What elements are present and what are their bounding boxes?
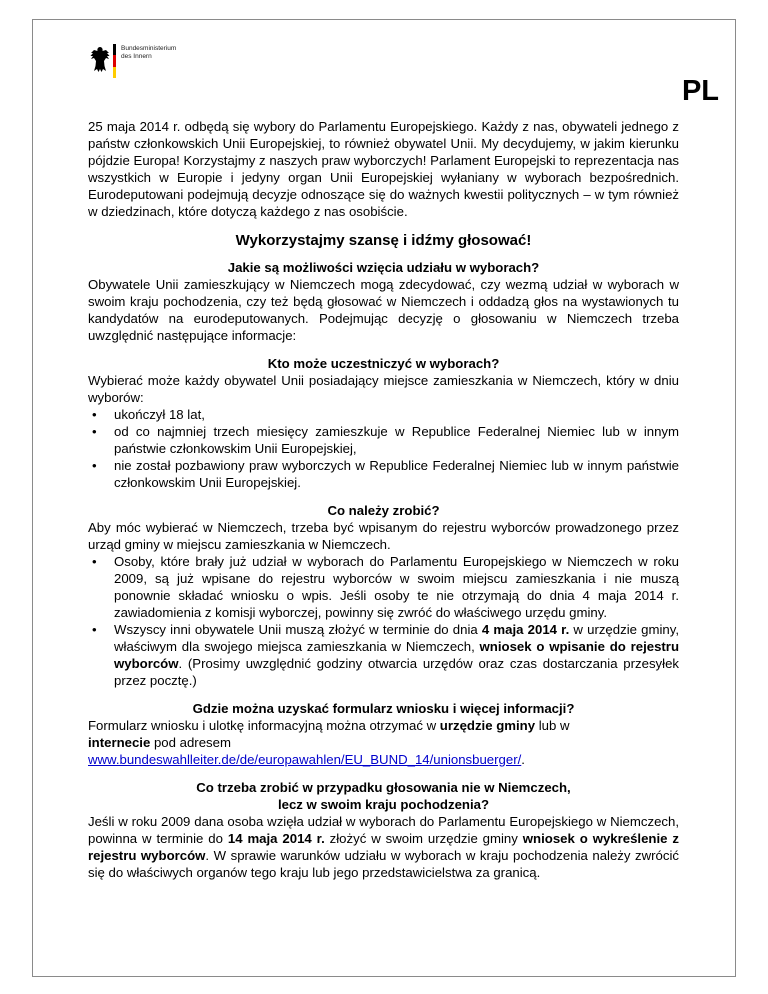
flag-gold: [113, 67, 116, 78]
text-span: . (Prosimy uwzględnić godziny otwarcia urzędów oraz czas dostarczania przesyłek przez pocztę.): [114, 656, 679, 688]
application-name: wniosek o wykreślenie z rejestru wyborców: [88, 831, 679, 863]
ministry-name: [121, 44, 176, 61]
steps-list: [88, 553, 679, 689]
intro-paragraph: 25 maja 2014 r. odbędą się wybory do Parlamentu Europejskiego. Każdy z nas, obywateli jednego z państw członkowskich Unii Europejskiej, to również obywatel Unii. My decydujemy, w jakim kierunku pójdzie Europa! Korzystajmy z naszych praw wyborczych! Parlament Europejski to reprezentacja nas wszystkich w Europie i jedyny organ Unii Europejskiej wyłaniany w wyborach bezpośrednich. Eurodeputowani podejmują decyzje odnoszące się do ważnych kwestii politycznych – w tym również w dziedzinach, które dotyczą każdego z nas osobiście.: [88, 119, 679, 219]
section4-heading: Gdzie można uzyskać formularz wniosku i więcej informacji?: [192, 701, 575, 716]
text-span: Formularz wniosku i ulotkę informacyjną można otrzymać w: [88, 718, 440, 733]
text-span: w urzędzie gminy, właściwym dla swojego miejsca zamieszkania w Niemczech,: [114, 622, 679, 654]
ministry-line2: des Innern: [121, 53, 152, 60]
document-body: [88, 118, 679, 881]
heading-line: lecz w swoim kraju pochodzenia?: [277, 797, 490, 812]
section3-heading: Co należy zrobić?: [327, 503, 440, 518]
section1-text: Obywatele Unii zamieszkujący w Niemczech mogą zdecydować, czy wezmą udział w wyborach w swoim kraju pochodzenia, czy też będą głosować w Niemczech i oddadzą głos na wystawionych tu kandydatów na eurodeputowanych. Podejmując decyzję o głosowaniu w Niemczech trzeba uwzględnić następujące informacje:: [88, 277, 679, 343]
text-span: lub w: [535, 718, 570, 733]
text-span: złożyć w swoim urzędzie gminy: [324, 831, 523, 846]
flag-black: [113, 44, 116, 55]
federal-eagle-icon: [89, 44, 111, 76]
text-span: .: [521, 752, 525, 767]
application-name: wniosek o wpisanie do rejestru wyborców: [114, 639, 679, 671]
section1-heading: Jakie są możliwości wzięcia udziału w wyborach?: [227, 260, 540, 275]
section4-text: [88, 717, 679, 768]
eligibility-list: [88, 406, 679, 491]
slogan: Wykorzystajmy szansę i idźmy głosować!: [235, 232, 532, 249]
text-span: pod adresem: [150, 735, 231, 750]
bold-office: urzędzie gminy: [439, 718, 536, 733]
language-code: PL: [681, 75, 719, 107]
text-span: . W sprawie warunków udziału w wyborach w kraju pochodzenia należy zwrócić się do właściwych organów tego kraju lub jego przedstawicielstwa za granicą.: [88, 848, 679, 880]
section2-heading: Kto może uczestniczyć w wyborach?: [267, 356, 500, 371]
section5-text: [88, 813, 679, 881]
ministry-logo: [89, 44, 176, 78]
flag-red: [113, 55, 116, 66]
section2-text: Wybierać może każdy obywatel Unii posiadający miejsce zamieszkania w Niemczech, który w dniu wyborów:: [88, 373, 679, 405]
deadline-date: 4 maja 2014 r.: [481, 622, 570, 637]
list-item: • Osoby, które brały już udział w wyborach do Parlamentu Europejskiego w Niemczech w roku 2009, są już wpisane do rejestru wyborców w swoim miejscu zamieszkania i nie muszą ponownie składać wniosku o wpis. Jeśli osoby te nie otrzymają do dnia 4 maja 2014 r. zawiadomienia z komisji wyborczej, powinny się zwróć do właściwego urzędu gminy.: [88, 553, 679, 621]
ministry-line1: Bundesministerium: [121, 45, 177, 52]
list-item: • nie został pozbawiony praw wyborczych w Republice Federalnej Niemiec lub w innym państwie członkowskim Unii Europejskiej.: [88, 457, 679, 491]
section3-text: Aby móc wybierać w Niemczech, trzeba być wpisanym do rejestru wyborców prowadzonego przez urząd gminy w miejscu zamieszkania w Niemczech.: [88, 520, 679, 552]
german-flag-stripe: [113, 44, 116, 78]
bold-internet: internecie: [88, 735, 151, 750]
text-span: Jeśli w roku 2009 dana osoba wzięła udział w wyborach do Parlamentu Europejskiego w Niemczech, powinna w terminie do: [88, 814, 679, 846]
list-item: • od co najmniej trzech miesięcy zamieszkuje w Republice Federalnej Niemiec lub w innym państwie członkowskim Unii Europejskiej,: [88, 423, 679, 457]
section5-heading: [88, 779, 679, 813]
deadline-date: 14 maja 2014 r.: [227, 831, 325, 846]
list-item: [88, 621, 679, 689]
list-item: • ukończył 18 lat,: [88, 406, 679, 423]
text-span: Wszyscy inni obywatele Unii muszą złożyć w terminie do dnia: [114, 622, 482, 637]
heading-line: Co trzeba zrobić w przypadku głosowania nie w Niemczech,: [196, 780, 571, 795]
info-link[interactable]: www.bundeswahlleiter.de/de/europawahlen/EU_BUND_14/unionsbuerger/: [88, 752, 522, 767]
